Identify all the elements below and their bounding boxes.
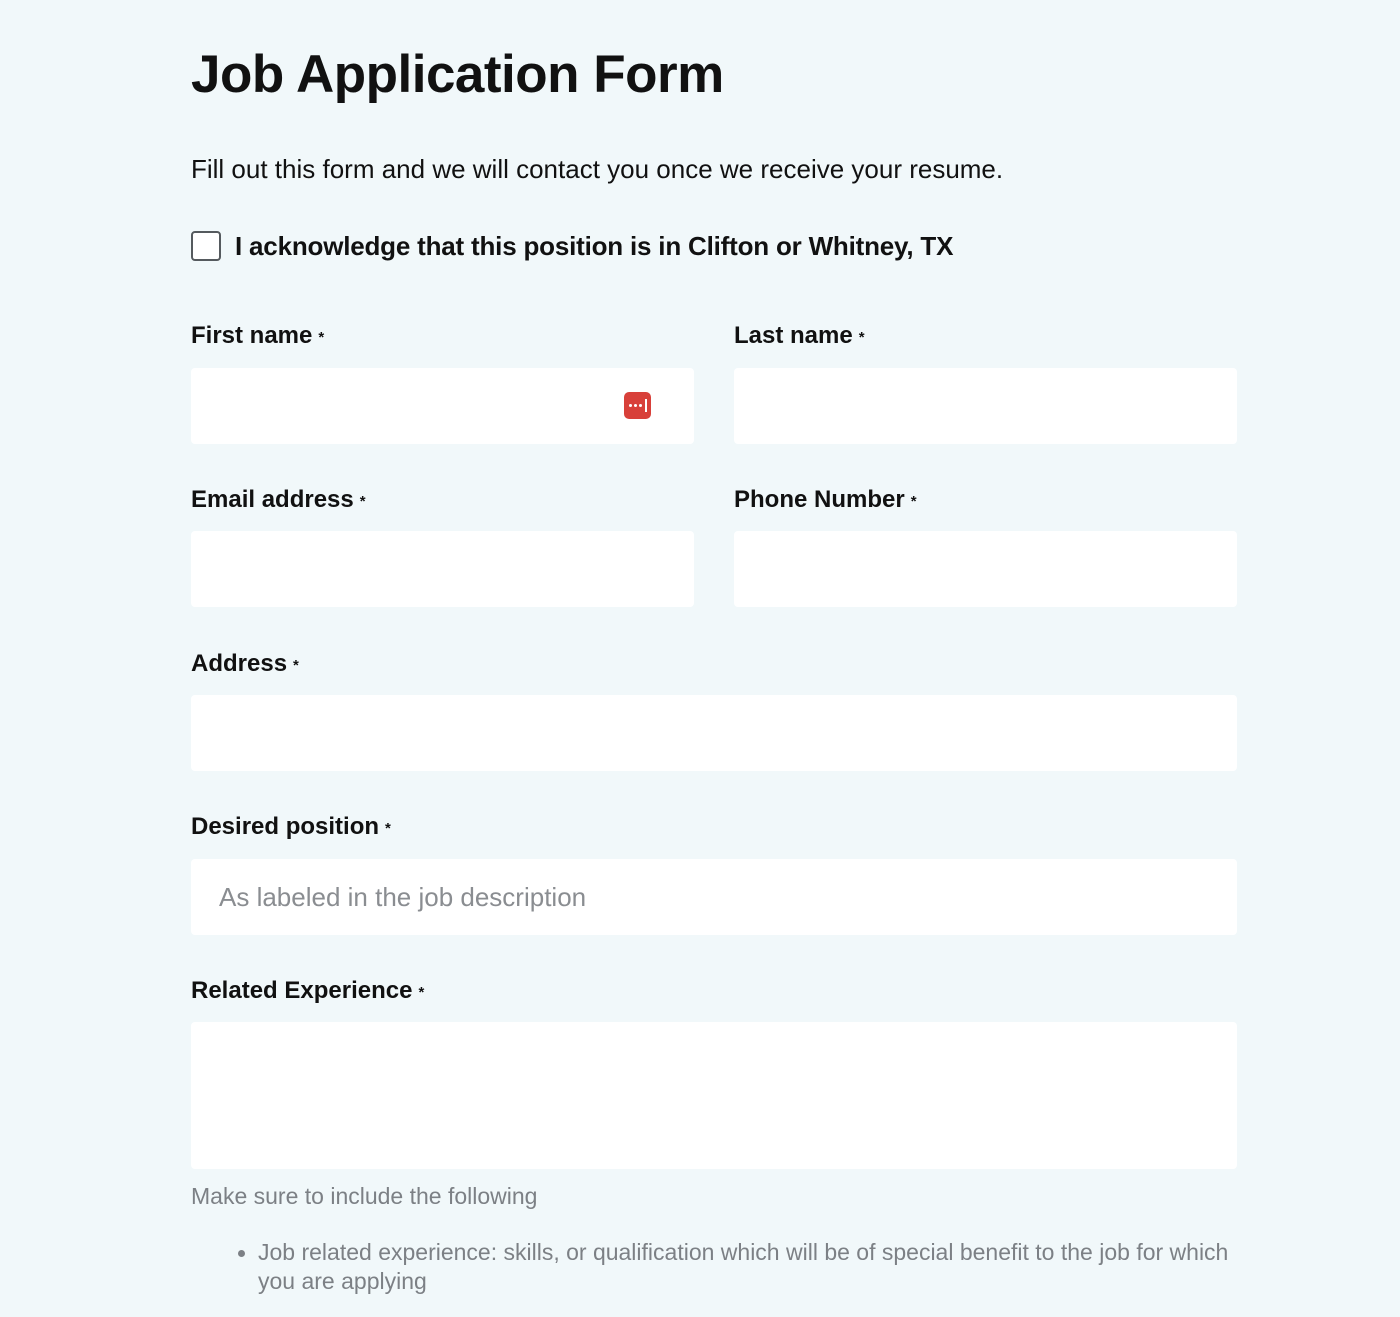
email-label [191,484,366,516]
pw-dot [634,404,637,407]
password-manager-icon[interactable] [624,392,651,419]
pw-cursor-bar [645,399,647,412]
acknowledge-label: I acknowledge that this position is in Clifton or Whitney, TX [235,230,954,261]
related-experience-label-text: Related Experience [191,977,413,1004]
experience-help-list [258,1238,1238,1296]
related-experience-textarea[interactable] [191,1022,1237,1169]
required-marker: * [359,493,366,510]
phone-label [734,484,917,516]
phone-label-text: Phone Number [734,486,905,513]
email-input[interactable] [191,531,694,607]
acknowledge-checkbox[interactable] [191,231,221,261]
address-input[interactable] [191,695,1237,771]
required-marker: * [385,820,391,837]
last-name-input[interactable] [734,368,1237,444]
first-name-label-text: First name [191,322,313,349]
pw-dot [639,404,642,407]
related-experience-label [191,975,424,1007]
first-name-input[interactable] [191,368,694,444]
last-name-label [734,320,865,352]
form-intro: Fill out this form and we will contact you once we receive your resume. [191,154,1004,184]
desired-position-input[interactable] [191,859,1237,935]
desired-position-label-text: Desired position [191,813,380,840]
experience-help-text: Make sure to include the following [191,1183,538,1209]
required-marker: * [318,329,325,346]
first-name-label [191,320,324,352]
last-name-label-text: Last name [734,322,853,349]
phone-input[interactable] [734,531,1237,607]
desired-position-label [191,811,391,843]
required-marker: * [858,329,865,346]
address-label [191,648,299,680]
acknowledge-checkbox-row[interactable] [191,229,953,263]
list-item: Job related experience: skills, or qualification which will be of special benefit to the job for which you are applying [258,1238,1238,1296]
address-label-text: Address [191,650,288,677]
required-marker: * [910,493,917,510]
page-title: Job Application Form [191,45,724,104]
email-label-text: Email address [191,486,354,513]
pw-dot [629,404,632,407]
required-marker: * [418,984,425,1001]
required-marker: * [293,657,299,674]
